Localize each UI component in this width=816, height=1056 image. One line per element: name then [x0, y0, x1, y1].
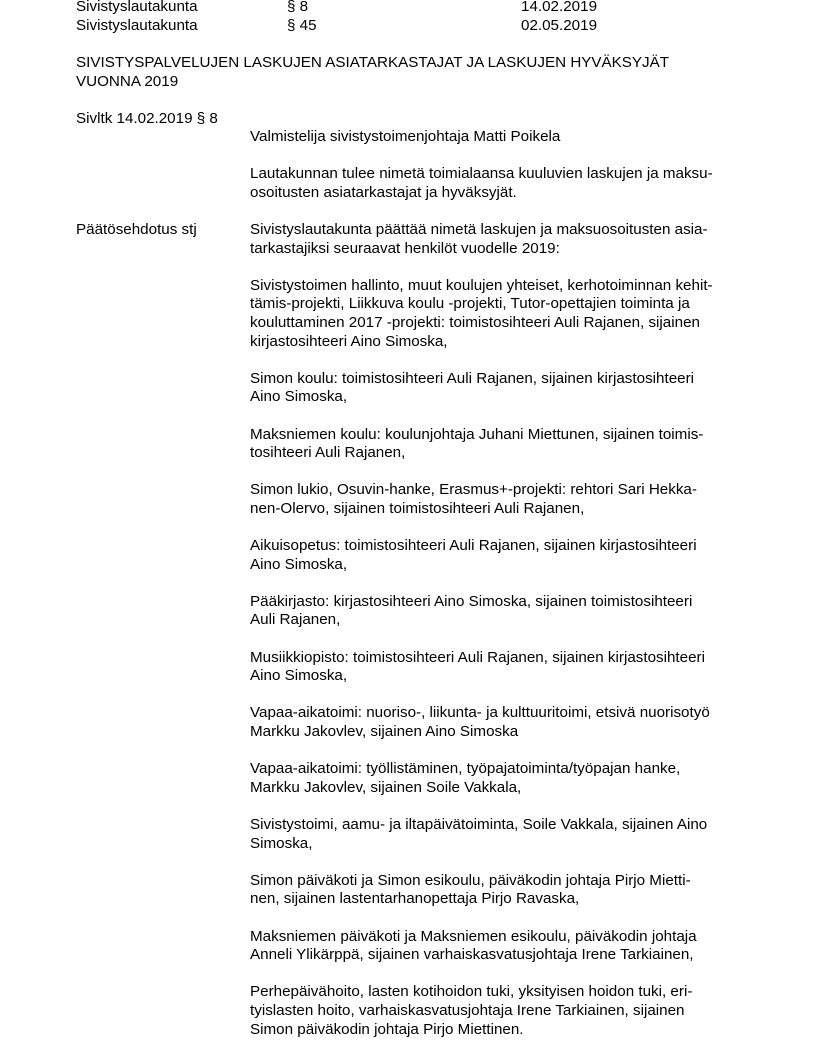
meeting-date: 02.05.2019 — [521, 17, 598, 34]
title-line: SIVISTYSPALVELUJEN LASKUJEN ASIATARKASTAJAT JA LASKUJEN HYVÄKSYJÄT — [76, 54, 670, 71]
proposal-line: Perhepäivähoito, lasten kotihoidon tuki, yksityisen hoidon tuki, eri- — [250, 983, 693, 1001]
proposal-paragraph — [250, 983, 750, 1039]
proposal-line: Simon lukio, Osuvin-hanke, Erasmus+-projekti: rehtori Sari Hekka- — [250, 481, 697, 499]
meeting-date: 14.02.2019 — [521, 0, 598, 15]
intro-line: osoitusten asiatarkastajat ja hyväksyjät. — [250, 183, 517, 201]
proposal-line: Vapaa-aikatoimi: nuoriso-, liikunta- ja kulttuuritoimi, etsivä nuorisotyö — [250, 704, 710, 722]
proposal-line: tarkastajiksi seuraavat henkilöt vuodelle 2019: — [250, 239, 560, 257]
proposal-line: Pääkirjasto: kirjastosihteeri Aino Simoska, sijainen toimistosihteeri — [250, 592, 693, 610]
proposal-line: Anneli Ylikärppä, sijainen varhaiskasvatusjohtaja Irene Tarkiainen, — [250, 946, 694, 964]
proposal-label: Päätösehdotus stj — [76, 221, 197, 238]
board-name: Sivistyslautakunta — [76, 0, 198, 15]
proposal-line: nen, sijainen lastentarhanopettaja Pirjo Ravaska, — [250, 890, 580, 908]
proposal-line: tyislasten hoito, varhaiskasvatusjohtaja Irene Tarkiainen, sijainen — [250, 1001, 685, 1019]
proposal-line: Aino Simoska, — [250, 667, 348, 685]
title-line: VUONNA 2019 — [76, 72, 179, 90]
intro-line: Lautakunnan tulee nimetä toimialaansa kuuluvien laskujen ja maksu- — [250, 165, 713, 182]
proposal-paragraph — [250, 537, 750, 574]
proposal-paragraph — [250, 816, 750, 853]
proposal-paragraph — [250, 704, 750, 741]
proposal-line: Simon päiväkoti ja Simon esikoulu, päiväkodin johtaja Pirjo Mietti- — [250, 871, 691, 889]
proposal-body — [250, 221, 750, 1039]
proposal-line: Markku Jakovlev, sijainen Aino Simoska — [250, 723, 519, 741]
proposal-paragraph — [250, 426, 750, 463]
proposal-line: nen-Olervo, sijainen toimistosihteeri Auli Rajanen, — [250, 499, 585, 517]
intro-paragraph — [250, 165, 750, 202]
proposal-line: kouluttaminen 2017 -projekti: toimistosihteeri Auli Rajanen, sijainen — [250, 313, 700, 331]
proposal-line: Sivistystoimen hallinto, muut koulujen yhteiset, kerhotoiminnan kehit- — [250, 276, 713, 294]
section-number: § 45 — [287, 17, 317, 34]
proposal-paragraph — [250, 649, 750, 686]
preparer-line: Valmistelija sivistystoimenjohtaja Matti Poikela — [250, 128, 561, 145]
proposal-line: Aino Simoska, — [250, 388, 348, 406]
board-name: Sivistyslautakunta — [76, 17, 198, 34]
proposal-line: Aino Simoska, — [250, 555, 348, 573]
proposal-line: Musiikkiopisto: toimistosihteeri Auli Rajanen, sijainen kirjastosihteeri — [250, 648, 705, 666]
proposal-line: kirjastosihteeri Aino Simoska, — [250, 332, 448, 350]
proposal-line: Markku Jakovlev, sijainen Soile Vakkala, — [250, 778, 522, 796]
proposal-paragraph — [250, 872, 750, 909]
proposal-line: Maksniemen koulu: koulunjohtaja Juhani Miettunen, sijainen toimis- — [250, 425, 704, 443]
proposal-paragraph — [250, 481, 750, 518]
proposal-paragraph — [250, 760, 750, 797]
proposal-line: Simoska, — [250, 834, 313, 852]
proposal-line: tosihteeri Auli Rajanen, — [250, 444, 406, 462]
proposal-paragraph — [250, 928, 750, 965]
document-title — [76, 54, 776, 91]
section-number: § 8 — [287, 0, 309, 15]
proposal-line: Aikuisopetus: toimistosihteeri Auli Rajanen, sijainen kirjastosihteeri — [250, 537, 697, 555]
proposal-paragraph — [250, 593, 750, 630]
proposal-line: Maksniemen päiväkoti ja Maksniemen esikoulu, päiväkodin johtaja — [250, 927, 697, 945]
meeting-reference: Sivltk 14.02.2019 § 8 — [76, 110, 218, 127]
proposal-line: Auli Rajanen, — [250, 611, 341, 629]
proposal-line: Sivistyslautakunta päättää nimetä laskujen ja maksuosoitusten asia- — [250, 221, 708, 238]
proposal-paragraph — [250, 370, 750, 407]
proposal-line: tämis-projekti, Liikkuva koulu -projekti, Tutor-opettajien toiminta ja — [250, 295, 690, 313]
proposal-paragraph — [250, 221, 750, 258]
proposal-line: Vapaa-aikatoimi: työllistäminen, työpajatoiminta/työpajan hanke, — [250, 760, 681, 778]
proposal-paragraph — [250, 277, 750, 351]
proposal-line: Simon päiväkodin johtaja Pirjo Miettinen. — [250, 1020, 524, 1038]
proposal-line: Simon koulu: toimistosihteeri Auli Rajanen, sijainen kirjastosihteeri — [250, 369, 695, 387]
proposal-line: Sivistystoimi, aamu- ja iltapäivätoiminta, Soile Vakkala, sijainen Aino — [250, 816, 708, 833]
